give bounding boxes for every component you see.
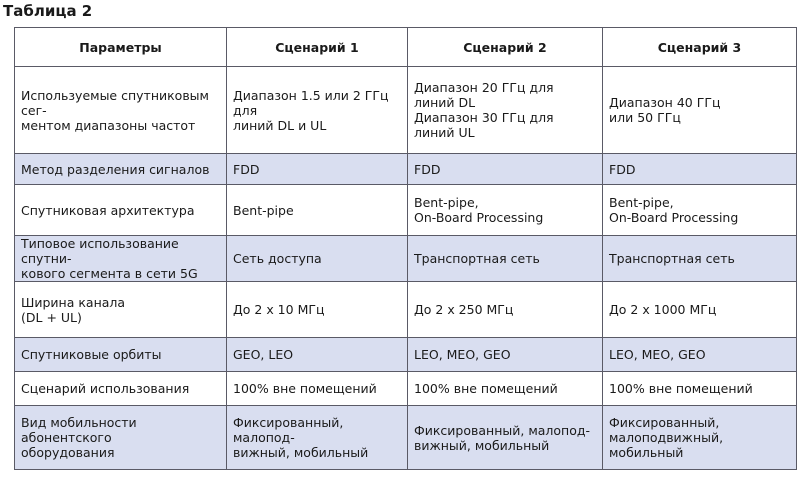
- row-label: Ширина канала (DL + UL): [15, 282, 227, 338]
- table-cell: Транспортная сеть: [603, 236, 797, 282]
- table-cell: Диапазон 40 ГГц или 50 ГГц: [603, 67, 797, 154]
- parameters-table: [14, 27, 797, 470]
- table-caption: Таблица 2: [3, 2, 93, 20]
- table-row: [15, 236, 797, 282]
- row-label: Вид мобильности абонентского оборудования: [15, 406, 227, 470]
- table-cell: LEO, MEO, GEO: [408, 338, 603, 372]
- table-cell: Фиксированный, малоподвижный, мобильный: [603, 406, 797, 470]
- table-row: [15, 154, 797, 185]
- header-scenario-2: Сценарий 2: [408, 28, 603, 67]
- table-cell: 100% вне помещений: [408, 372, 603, 406]
- table-cell: FDD: [408, 154, 603, 185]
- table-cell: Фиксированный, малопод- вижный, мобильный: [408, 406, 603, 470]
- row-label: Сценарий использования: [15, 372, 227, 406]
- table-cell: FDD: [227, 154, 408, 185]
- header-scenario-1: Сценарий 1: [227, 28, 408, 67]
- table-cell: 100% вне помещений: [227, 372, 408, 406]
- table-cell: 100% вне помещений: [603, 372, 797, 406]
- table-row: [15, 338, 797, 372]
- row-label: Используемые спутниковым сег- ментом диапазоны частот: [15, 67, 227, 154]
- table-row: [15, 282, 797, 338]
- table-cell: GEO, LEO: [227, 338, 408, 372]
- table-cell: Фиксированный, малопод- вижный, мобильный: [227, 406, 408, 470]
- table-cell: Bent-pipe, On-Board Processing: [408, 185, 603, 236]
- table-header-row: [15, 28, 797, 67]
- table-cell: Сеть доступа: [227, 236, 408, 282]
- table-cell: Диапазон 1.5 или 2 ГГц для линий DL и UL: [227, 67, 408, 154]
- table-cell: Транспортная сеть: [408, 236, 603, 282]
- table-cell: LEO, MEO, GEO: [603, 338, 797, 372]
- table-cell: FDD: [603, 154, 797, 185]
- row-label: Спутниковые орбиты: [15, 338, 227, 372]
- table-row: [15, 372, 797, 406]
- table-row: [15, 185, 797, 236]
- table-cell: Bent-pipe: [227, 185, 408, 236]
- table-cell: До 2 x 250 МГц: [408, 282, 603, 338]
- table-cell: До 2 x 1000 МГц: [603, 282, 797, 338]
- header-parameters: Параметры: [15, 28, 227, 67]
- row-label: Типовое использование спутни- кового сегмента в сети 5G: [15, 236, 227, 282]
- table-cell: Bent-pipe, On-Board Processing: [603, 185, 797, 236]
- table-row: [15, 67, 797, 154]
- table-row: [15, 406, 797, 470]
- table-cell: Диапазон 20 ГГц для линий DL Диапазон 30 ГГц для линий UL: [408, 67, 603, 154]
- row-label: Спутниковая архитектура: [15, 185, 227, 236]
- row-label: Метод разделения сигналов: [15, 154, 227, 185]
- table-cell: До 2 x 10 МГц: [227, 282, 408, 338]
- header-scenario-3: Сценарий 3: [603, 28, 797, 67]
